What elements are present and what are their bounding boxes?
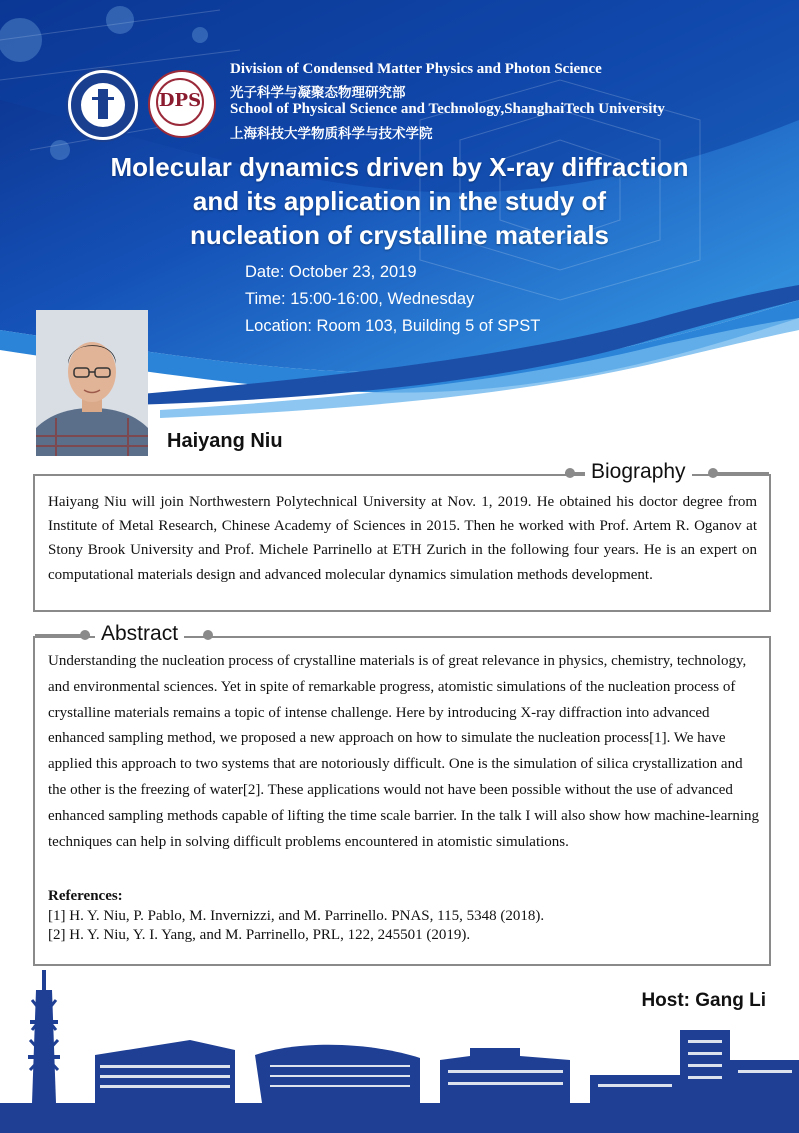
biography-heading-dot xyxy=(565,468,575,478)
division-name-en: Division of Condensed Matter Physics and Photon Science xyxy=(230,61,602,77)
shanghaitech-logo xyxy=(68,70,138,140)
talk-title xyxy=(0,150,799,252)
references-heading: References: xyxy=(48,888,123,904)
dps-logo-letters: DPS xyxy=(158,90,202,111)
dps-logo xyxy=(148,70,216,138)
event-location: Location: Room 103, Building 5 of SPST xyxy=(245,317,541,335)
biography-text: Haiyang Niu will join Northwestern Polytechnical University at Nov. 1, 2019. He obtained his doctor degree from Institute of Metal Research, Chinese Academy of Sciences in 2015. Then he worked with Prof. Artem R. Oganov at Stony Brook University and Prof. Michele Parrinello at ETH Zurich in the following four years. He is an expert on computational materials design and advanced molecular dynamics simulation methods development. xyxy=(48,494,757,583)
biography-heading-line xyxy=(716,472,769,474)
division-name-zh: 光子科学与凝聚态物理研究部 xyxy=(230,85,406,101)
reference-item: [1] H. Y. Niu, P. Pablo, M. Invernizzi, and M. Parrinello. PNAS, 115, 5348 (2018). xyxy=(48,907,545,924)
talk-title-line-1: Molecular dynamics driven by X-ray diffraction xyxy=(110,152,689,182)
abstract-paragraph: Understanding the nucleation process of crystalline materials is of great relevance in physics, chemistry, technology, and environmental sciences. Yet in spite of remarkable progress, atomistic simulations of the nucleation process of crystalline materials remains a topic of intense challenge. Here by introducing X-ray diffraction into advanced enhanced sampling method, we proposed a new approach on how to simulate the nucleation process[1]. We have applied this approach to two systems that are notoriously difficult. One is the simulation of silica crystallization and the other is the freezing of water[2]. These applications would not have been possible without the use of advanced enhanced sampling methods capable of lifting the time scale barrier. In the talk I will also show how machine-learning techniques can help in solving difficult problems encountered in atomistic simulations. xyxy=(48,653,760,850)
abstract-heading: Abstract xyxy=(95,622,184,646)
abstract-heading-dot xyxy=(203,630,213,640)
host-name: Host: Gang Li xyxy=(641,990,766,1011)
school-name-en: School of Physical Science and Technology,ShanghaiTech University xyxy=(230,101,665,117)
reference-item: [2] H. Y. Niu, Y. I. Yang, and M. Parrinello, PRL, 122, 245501 (2019). xyxy=(48,927,471,943)
speaker-photo xyxy=(36,310,148,456)
campus-skyline xyxy=(0,960,799,1133)
talk-title-line-2: and its application in the study of xyxy=(192,186,607,216)
event-time: Time: 15:00-16:00, Wednesday xyxy=(245,290,475,308)
school-name-zh: 上海科技大学物质科学与技术学院 xyxy=(230,126,433,142)
talk-title-line-3: nucleation of crystalline materials xyxy=(189,220,610,250)
references xyxy=(48,887,760,946)
abstract-heading-dot xyxy=(80,630,90,640)
speaker-name: Haiyang Niu xyxy=(167,430,283,452)
event-date: Date: October 23, 2019 xyxy=(245,263,417,281)
biography-heading: Biography xyxy=(585,460,692,484)
abstract-text xyxy=(48,649,760,855)
